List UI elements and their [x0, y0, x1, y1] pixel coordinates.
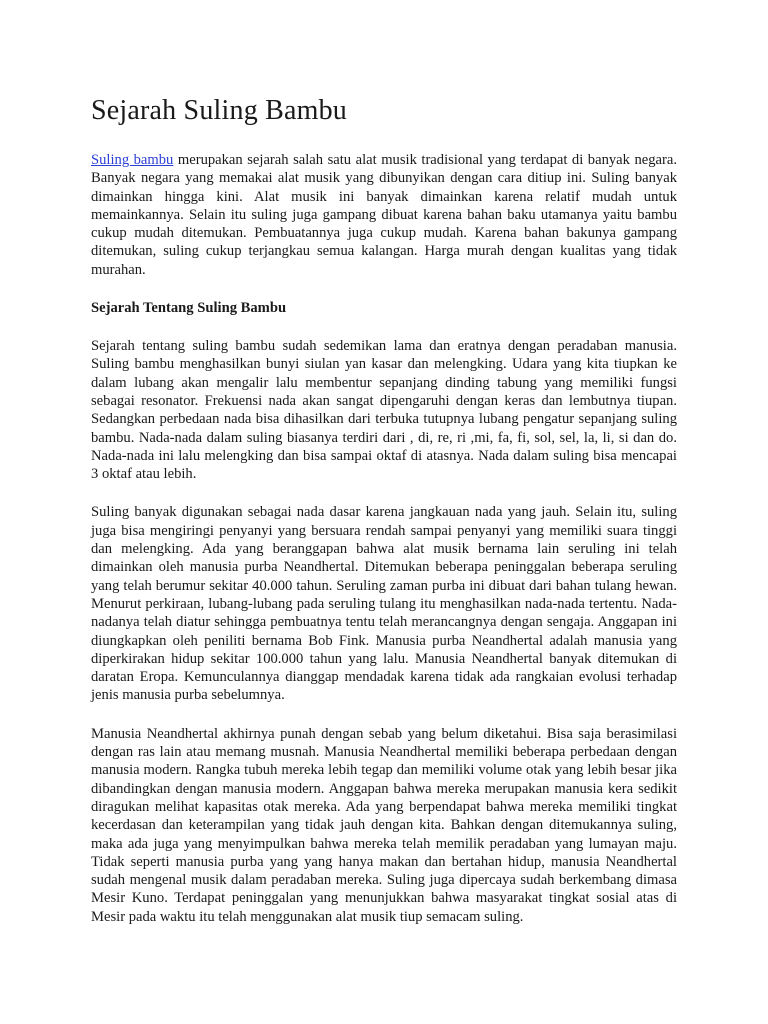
document-page — [91, 92, 677, 926]
paragraph-neandhertal-flute: Suling banyak digunakan sebagai nada dasar karena jangkauan nada yang jauh. Selain itu, suling juga bisa mengiringi penyanyi yang bersuara rendah sampai penyanyi yang memiliki suara tinggi dan melengking. Ada yang beranggapan bahwa alat musik bernama lain seruling ini telah dimainkan oleh manusia purba Neandhertal. Ditemukan beberapa peninggalan beberapa seruling yang telah berumur sekitar 40.000 tahun. Seruling zaman purba ini dibuat dari bahan tulang hewan. Menurut perkiraan, lubang-lubang pada seruling tulang itu menghasilkan nada-nada tertentu. Nada-nadanya telah diatur sehingga pembuatnya tentu telah merancangnya dengan sengaja. Anggapan ini diungkapkan oleh peniliti bernama Bob Fink. Manusia purba Neandhertal adalah manusia yang diperkirakan hidup sekitar 100.000 tahun yang lalu. Manusia Neandhertal banyak ditemukan di daratan Eropa. Kemunculannya dianggap mendadak karena tidak ada rangkaian evolusi terhadap jenis manusia purba sebelumnya. — [91, 504, 677, 704]
section-heading: Sejarah Tentang Suling Bambu — [91, 300, 287, 317]
suling-bambu-link[interactable]: Suling bambu — [91, 152, 174, 168]
document-title: Sejarah Suling Bambu — [91, 95, 347, 126]
intro-paragraph — [91, 151, 677, 279]
intro-text: merupakan sejarah salah satu alat musik tradisional yang terdapat di banyak negara. Banyak negara yang memakai alat musik yang dibunyikan dengan cara ditiup ini. Suling banyak dimainkan hingga kini. Alat musik ini banyak dimainkan karena relatif mudah untuk memainkannya. Selain itu suling juga gampang dibuat karena bahan baku utamanya yaitu bambu cukup mudah ditemukan. Pembuatannya juga cukup mudah. Karena bahan bakunya gampang ditemukan, suling cukup terjangkau semua kalangan. Harga murah dengan kualitas yang tidak murahan. — [91, 152, 677, 278]
paragraph-neandhertal-civilization: Manusia Neandhertal akhirnya punah dengan sebab yang belum diketahui. Bisa saja berasimilasi dengan ras lain atau memang musnah. Manusia Neandhertal memiliki beberapa perbedaan dengan manusia modern. Rangka tubuh mereka lebih tegap dan memiliki volume otak yang lebih besar jika dibandingkan dengan manusia modern. Anggapan bahwa mereka merupakan manusia kera sedikit diragukan melihat kapasitas otak mereka. Ada yang berpendapat bahwa mereka memiliki tingkat kecerdasan dan keterampilan yang tidak jauh dengan kita. Bahkan dengan ditemukannya suling, maka ada juga yang menyimpulkan bahwa mereka telah memilik peradaban yang lumayan maju. Tidak seperti manusia purba yang yang hanya makan dan bertahan hidup, manusia Neandhertal sudah mengenal musik dalam peradaban mereka. Suling juga dipercaya sudah berkembang dimasa Mesir Kuno. Terdapat peninggalan yang menunjukkan bahwa masyarakat tingkat sosial atas di Mesir pada waktu itu telah menggunakan alat musik tiup semacam suling. — [91, 725, 677, 925]
paragraph-history: Sejarah tentang suling bambu sudah sedemikan lama dan eratnya dengan peradaban manusia. Suling bambu menghasilkan bunyi siulan yan kasar dan melengking. Udara yang kita tiupkan ke dalam lubang akan mengalir lalu membentur sepanjang dinding tabung yang memiliki fungsi sebagai resonator. Frekuensi nada akan sangat dipengaruhi dengan keras dan lembutnya tiupan. Sedangkan perbedaan nada bisa dihasilkan dari terbuka tutupnya lubang pengatur sepanjang suling bambu. Nada-nada dalam suling biasanya terdiri dari , di, re, ri ,mi, fa, fi, sol, sel, la, li, si dan do. Nada-nada ini lalu melengking dan bisa sampai oktaf di atasnya. Nada dalam suling bisa mencapai 3 oktaf atau lebih. — [91, 338, 677, 483]
